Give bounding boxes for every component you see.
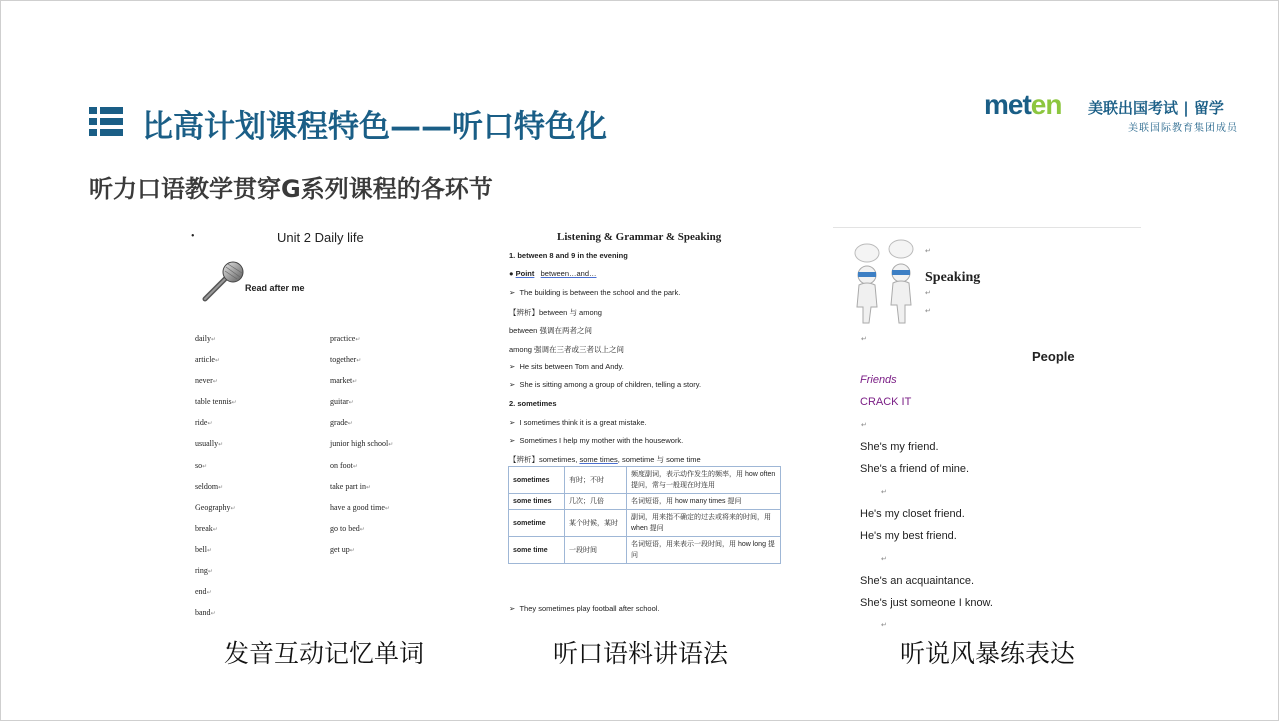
vocab-word: on foot↵ [330,460,358,470]
vocab-word: so↵ [195,460,208,470]
table-cell: 副词，用来指不确定的过去或将来的时间，用 when 提问 [627,510,781,537]
vocab-word: break↵ [195,523,218,533]
usage-table [508,466,781,564]
vocab-word: ring↵ [195,566,213,576]
grammar-line: ➢ Sometimes I help my mother with the housework. [509,436,684,445]
table-cell: 有时；不时 [565,467,627,494]
meten-logo [984,91,1246,135]
caption-grammar: 听口语料讲语法 [553,639,729,668]
divider [833,227,1141,228]
phrase-friends: Friends [860,374,897,386]
logo-subtext: 美联国际教育集团成员 [1128,123,1238,134]
phrase: He's my closet friend. [860,508,965,520]
table-row [509,467,781,494]
vocab-word: together↵ [330,355,362,365]
vocab-word: seldom↵ [195,481,224,491]
grammar-line: ➢ I sometimes think it is a great mistake. [509,418,647,427]
phrase: She's a friend of mine. [860,463,970,475]
grammar-line: ➢ They sometimes play football after school. [509,604,660,613]
caption-speaking: 听说风暴练表达 [900,639,1076,668]
grammar-line: 2. sometimes [509,399,557,408]
grammar-line: ➢ The building is between the school and the park. [509,288,681,297]
grammar-line: between 强调在两者之间 [509,326,592,335]
people-heading: People [1032,349,1075,364]
grammar-line: 【辨析】sometimes, some times, sometime 与 some time [509,455,701,464]
logo-cn-text: 美联出国考试 | 留学 [1088,99,1224,117]
grammar-line: among 强调在三者或三者以上之间 [509,345,625,354]
table-row [509,494,781,510]
logo-wordmark: meten [984,89,1062,120]
vocab-word: guitar↵ [330,397,354,407]
vocab-word: never↵ [195,376,218,386]
vocab-word: take part in↵ [330,481,372,491]
phrase: She's my friend. [860,441,939,453]
vocab-column-1 [195,329,237,624]
vocab-word: Geography↵ [195,502,236,512]
vocab-word: market↵ [330,376,358,386]
grammar-line: ➢ She is sitting among a group of children, telling a story. [509,380,702,389]
table-cell: sometimes [509,467,565,494]
vocab-word: practice↵ [330,334,361,343]
table-cell: some time [509,537,565,564]
vocab-word: grade↵ [330,418,353,428]
vocab-word: article↵ [195,355,221,365]
bullet-dot: • [191,231,195,242]
table-row [509,510,781,537]
speaking-panel: Speaking People Friends CRACK IT She's my friend. She's a friend of mine. He's my closet friend. He's my best friend. She's an acquaintance. She's just someone I know. ↵ ↵ ↵ ↵ ↵ ↵ ↵ ↵ [833,223,1141,633]
table-row [509,537,781,564]
unit-title: Unit 2 Daily life [277,230,364,245]
phrase: She's an acquaintance. [860,575,975,587]
phrase-crack-it: CRACK IT [860,396,912,408]
table-cell: 名词短语，用 how many times 提问 [627,494,781,510]
vocab-word: ride↵ [195,418,213,428]
table-cell: 频度副词，表示动作发生的频率，用 how often 提问，常与一般现在时连用 [627,467,781,494]
vocab-word: band↵ [195,608,216,618]
talking-figures-icon [847,237,927,327]
vocab-panel [181,221,421,618]
page-title: 比高计划课程特色——听口特色化 [142,109,607,145]
phrase: She's just someone I know. [860,597,993,609]
phrase: He's my best friend. [860,530,957,542]
vocab-word: get up↵ [330,544,355,554]
grammar-line: 1. between 8 and 9 in the evening [509,251,628,260]
grammar-line: 【辨析】between 与 among [509,308,602,317]
caption-vocab: 发音互动记忆单词 [224,639,425,668]
table-cell: 几次；几倍 [565,494,627,510]
list-icon [89,107,123,137]
microphone-icon [199,261,247,303]
table-cell: sometime [509,510,565,537]
vocab-word: bell↵ [195,544,213,554]
grammar-title: Listening & Grammar & Speaking [557,231,722,243]
vocab-word: table tennis↵ [195,397,237,407]
grammar-line: ● Point between…and… [509,269,597,278]
grammar-panel [501,221,791,621]
vocab-word: junior high school↵ [330,439,394,449]
vocab-word: usually↵ [195,439,224,449]
read-after-me: Read after me [245,283,305,293]
vocab-word: end↵ [195,587,212,597]
table-cell: 一段时间 [565,537,627,564]
table-cell: 名词短语，用来表示一段时间，用 how long 提问 [627,537,781,564]
vocab-word: go to bed↵ [330,523,365,533]
vocab-word: have a good time↵ [330,502,390,512]
grammar-line: ➢ He sits between Tom and Andy. [509,362,624,371]
speaking-heading: Speaking [925,270,981,285]
vocab-column-2 [330,329,393,561]
vocab-word: daily↵ [195,334,217,343]
table-cell: some times [509,494,565,510]
table-cell: 某个时候，某时 [565,510,627,537]
page-subtitle: 听力口语教学贯穿G系列课程的各环节 [89,175,493,203]
